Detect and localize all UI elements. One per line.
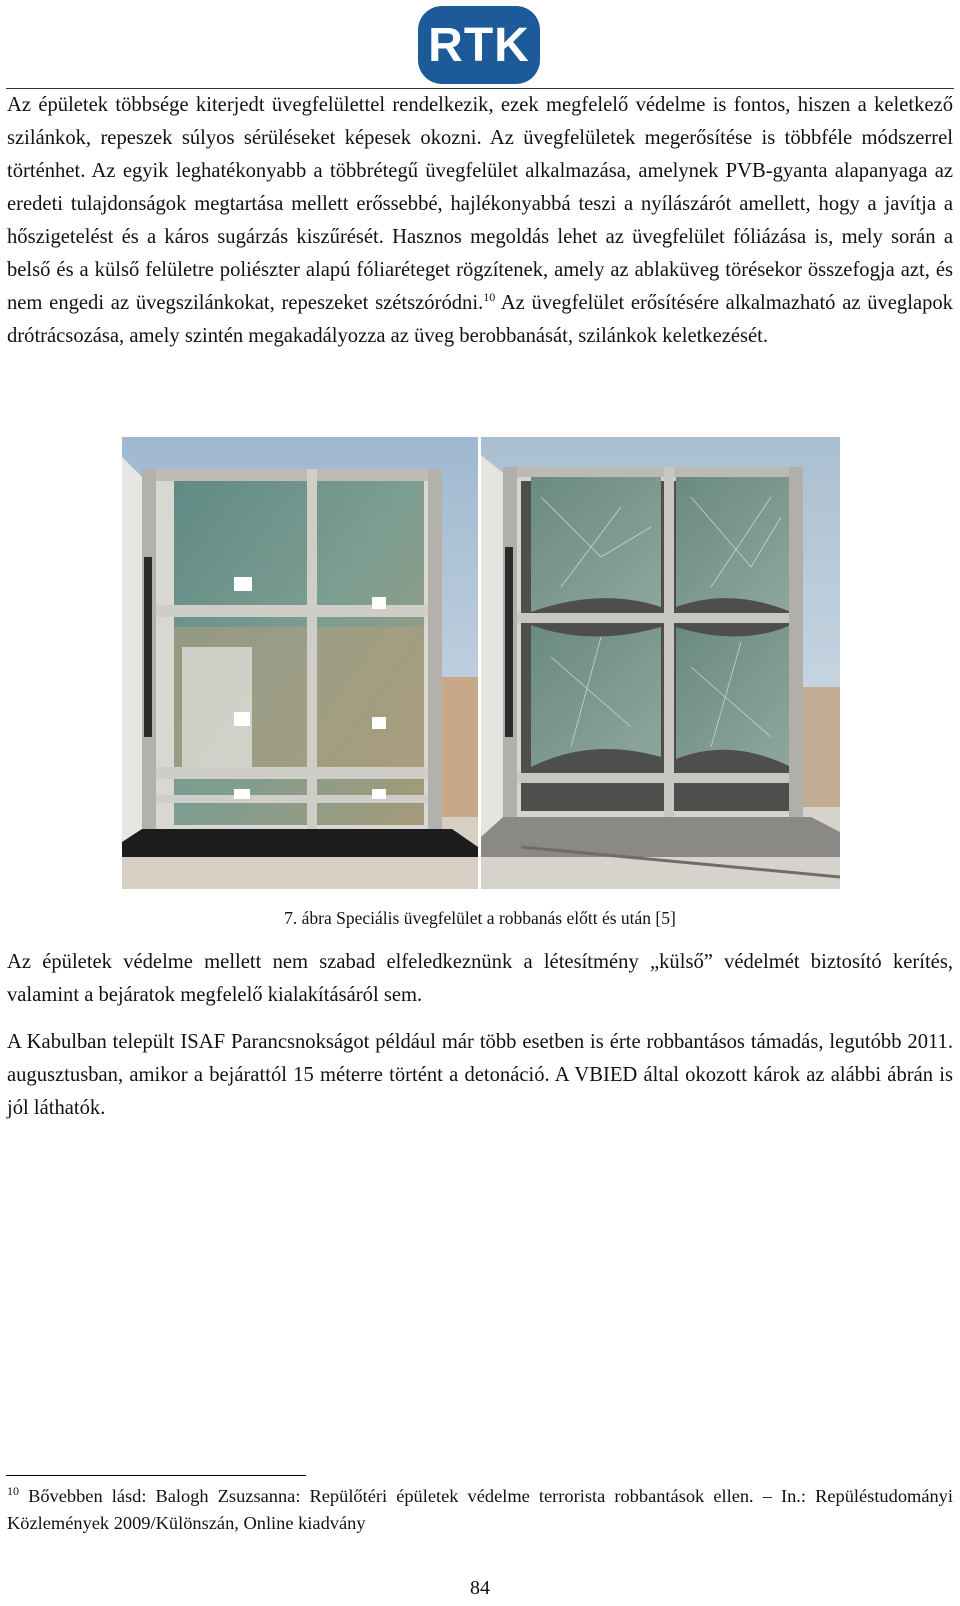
footnote-rule xyxy=(6,1475,306,1476)
paragraph-text-cont: Az üvegfelület erősítésére alkalmazható az üveglapok drótrácsozása, amely szintén megakadályozza az üveg berobbanását, szilánkok keletkezését. xyxy=(7,292,953,347)
footnote xyxy=(7,1483,953,1537)
paragraph-text: Az épületek többsége kiterjedt üvegfelülettel rendelkezik, ezek megfelelő védelme is fontos, hiszen a keletkező szilánkok, repeszek súlyos sérüléseket képesek okozni. Az üvegfelületek megerősítése is többféle módszerrel történhet. Az egyik leghatékonyabb a többrétegű üvegfelület alkalmazása, amelynek PVB-gyanta alapanyaga az eredeti tulajdonságok megtartása mellett erőssebbé, hajlékonyabbá teszi a nyílászárót amellett, hogy a javítja a hőszigetelést és a káros sugárzás kiszűrését. Hasznos megoldás lehet az üvegfelület fóliázása is, mely során a belső és a külső felületre poliészter alapú fóliaréteget rögzítenek, amely az ablaküveg törésekor összefogja azt, és nem engedi az üvegszilánkokat, repeszeket szétszóródni. xyxy=(7,94,953,314)
footnote-text: Bővebben lásd: Balogh Zsuzsanna: Repülőtéri épületek védelme terrorista robbantások ellen. – In.: Repüléstudományi Közlemények 2009/Különszán, Online kiadvány xyxy=(7,1486,953,1533)
photo-glass-after-blast xyxy=(481,437,840,889)
paragraph-glass-protection xyxy=(7,89,953,353)
logo-text: RTK xyxy=(428,18,530,72)
photo-glass-before-blast xyxy=(122,437,478,889)
figure-caption: 7. ábra Speciális üvegfelület a robbanás előtt és után [5] xyxy=(284,908,676,928)
paragraph-perimeter-protection: Az épületek védelme mellett nem szabad elfeledkeznünk a létesítmény „külső” védelmét biztosító kerítés, valamint a bejáratok megfelelő kialakításáról sem. xyxy=(7,951,953,1006)
paragraph-kabul-attack: A Kabulban települt ISAF Parancsnokságot például már több esetben is érte robbantásos támadás, legutóbb 2011. augusztusban, amikor a bejárattól 15 méterre történt a detonáció. A VBIED által okozott károk az alábbi ábrán is jól láthatók. xyxy=(7,1031,953,1119)
page-number: 84 xyxy=(470,1577,490,1599)
footnote-reference[interactable]: 10 xyxy=(483,290,496,305)
rtk-logo xyxy=(418,6,540,84)
footnote-number: 10 xyxy=(7,1483,19,1498)
